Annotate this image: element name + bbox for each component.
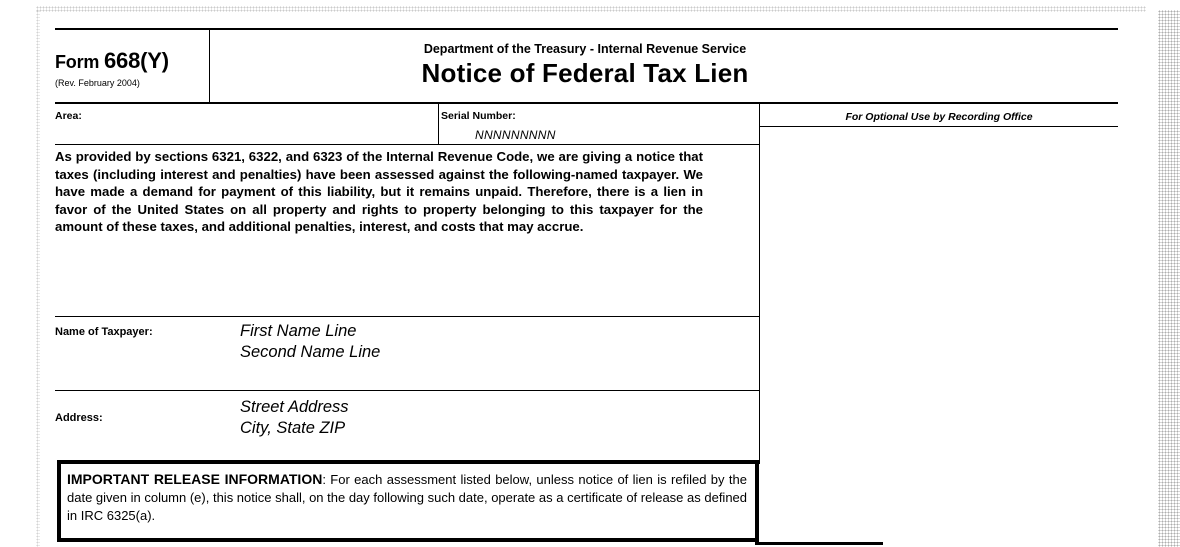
header-divider-vertical bbox=[209, 30, 210, 102]
release-heading: IMPORTANT RELEASE INFORMATION bbox=[67, 471, 323, 487]
address-line-2: City, State ZIP bbox=[240, 419, 346, 437]
top-rule bbox=[55, 28, 1118, 30]
optional-use-heading: For Optional Use by Recording Office bbox=[845, 111, 1033, 123]
form-number bbox=[55, 48, 169, 74]
header-bottom-rule bbox=[55, 102, 1118, 104]
address-line-1: Street Address bbox=[240, 398, 349, 416]
recording-office-divider bbox=[759, 104, 760, 464]
optional-use-underline bbox=[760, 126, 1118, 127]
page-title: Notice of Federal Tax Lien bbox=[421, 58, 749, 88]
scan-edge-top bbox=[36, 6, 1146, 12]
tax-lien-form bbox=[55, 28, 1118, 547]
name-bottom-rule bbox=[55, 390, 759, 391]
taxpayer-name-line-2: Second Name Line bbox=[240, 343, 381, 361]
scan-edge-right bbox=[1158, 10, 1180, 547]
address-label: Address: bbox=[55, 412, 103, 424]
notice-paragraph: As provided by sections 6321, 6322, and 6323 of the Internal Revenue Code, we are giving a notice that taxes (including interest and penalties) have been assessed against the following-named taxpayer. We have made a demand for payment of this liability, but it remains unpaid. Therefore, there is a lien in favor of the United States on all property and rights to property belonging to this taxpayer for the amount of these taxes, and additional penalties, interest, and costs that may accrue. bbox=[55, 149, 703, 235]
release-text: : For each assessment listed below, unless notice of lien is refiled by the date given in column (e), this notice shall, on the day following such date, operate as a certificate of release as defined in IRC 6325(a). bbox=[67, 472, 748, 523]
form-revision: (Rev. February 2004) bbox=[55, 78, 140, 88]
serial-divider-vertical bbox=[438, 104, 439, 144]
scan-edge-left bbox=[36, 10, 40, 547]
bottom-partial-rule bbox=[755, 542, 883, 545]
paragraph-bottom-rule bbox=[55, 316, 759, 317]
serial-number-label: Serial Number: bbox=[441, 110, 516, 122]
taxpayer-name-label: Name of Taxpayer: bbox=[55, 326, 153, 338]
department-heading: Department of the Treasury - Internal Revenue Service bbox=[423, 42, 747, 56]
serial-bottom-rule bbox=[55, 144, 759, 145]
taxpayer-name-line-1: First Name Line bbox=[240, 322, 357, 340]
form-number-value: 668(Y) bbox=[104, 48, 169, 73]
form-prefix: Form bbox=[55, 52, 105, 72]
release-information-box bbox=[57, 460, 759, 542]
serial-number-value: NNNNNNNNN bbox=[475, 128, 556, 142]
area-label: Area: bbox=[55, 110, 82, 122]
